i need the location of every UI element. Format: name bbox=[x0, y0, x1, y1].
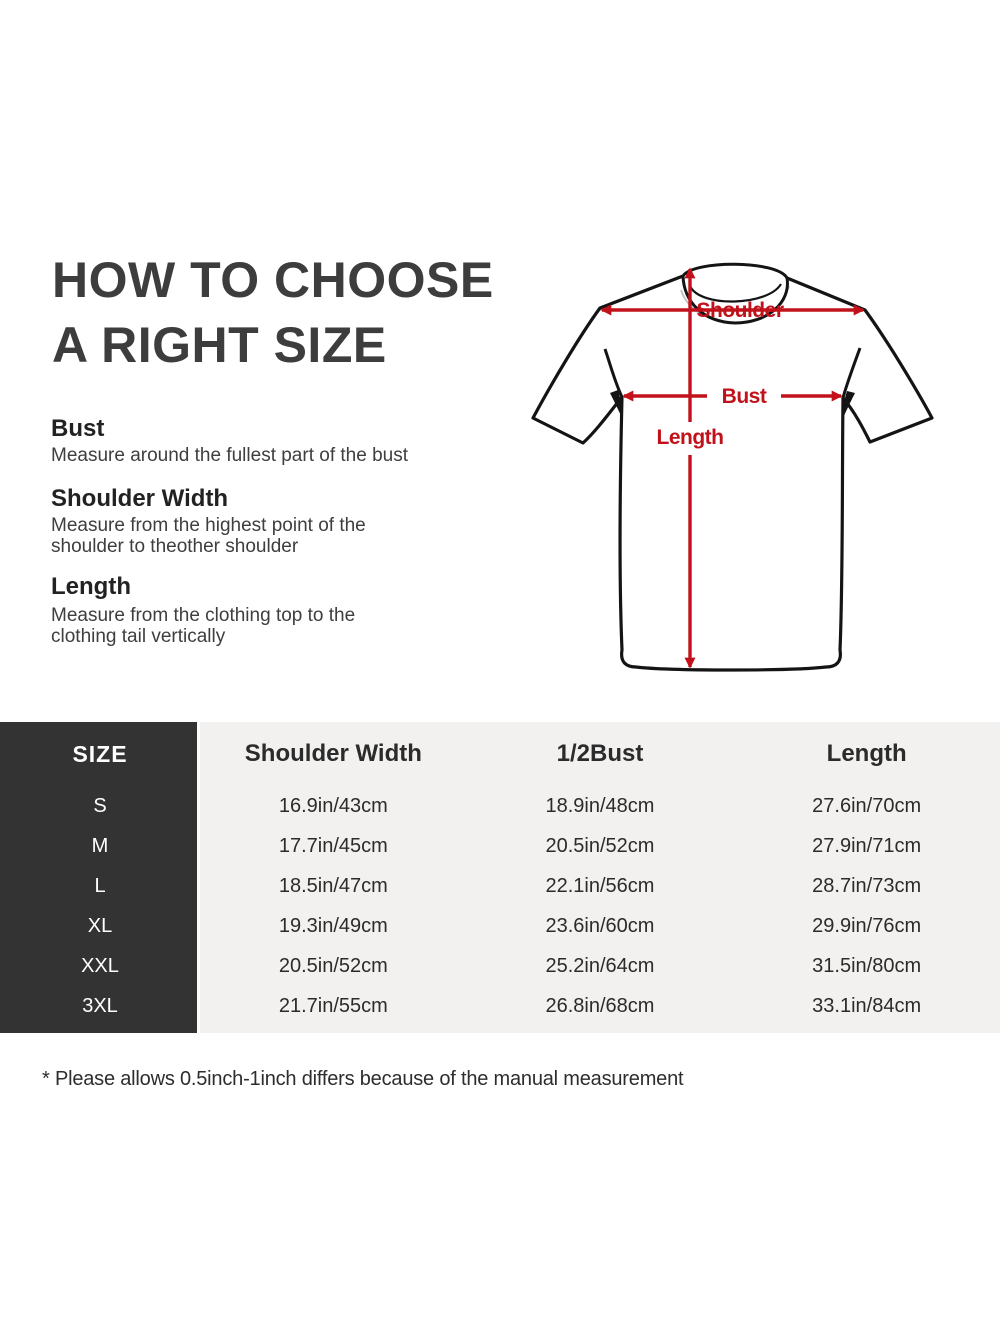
cell-length: 27.6in/70cm bbox=[812, 794, 922, 817]
row-size-label: XL bbox=[87, 914, 113, 937]
tshirt-outline bbox=[533, 276, 932, 670]
cell-half-bust: 20.5in/52cm bbox=[545, 834, 655, 857]
cell-length: 33.1in/84cm bbox=[812, 994, 922, 1017]
cell-half-bust: 22.1in/56cm bbox=[545, 874, 655, 897]
page-title-line1: HOW TO CHOOSE bbox=[52, 252, 494, 308]
header-half-bust: 1/2Bust bbox=[556, 740, 644, 767]
cell-shoulder-width: 18.5in/47cm bbox=[278, 874, 388, 897]
section-body-length-line2: clothing tail vertically bbox=[51, 626, 226, 647]
cell-shoulder-width: 17.7in/45cm bbox=[278, 834, 388, 857]
row-size-label: XXL bbox=[81, 954, 119, 977]
length-arrow-label: Length bbox=[656, 426, 724, 449]
cell-length: 29.9in/76cm bbox=[812, 914, 922, 937]
section-body-shoulder-width-line2: shoulder to theother shoulder bbox=[51, 536, 299, 557]
page-title bbox=[52, 248, 494, 378]
section-heading-shoulder-width: Shoulder Width bbox=[51, 485, 229, 512]
cell-half-bust: 25.2in/64cm bbox=[545, 954, 655, 977]
cell-shoulder-width: 21.7in/55cm bbox=[278, 994, 388, 1017]
bust-arrow-label: Bust bbox=[721, 385, 767, 408]
section-body-bust-line1: Measure around the fullest part of the bust bbox=[51, 445, 408, 466]
section-body-shoulder-width bbox=[51, 515, 366, 557]
section-heading-bust: Bust bbox=[51, 415, 105, 442]
section-body-length bbox=[51, 605, 355, 647]
section-heading-length: Length bbox=[51, 573, 131, 600]
section-body-shoulder-width-line1: Measure from the highest point of the bbox=[51, 515, 366, 536]
page-title-line2: A RIGHT SIZE bbox=[52, 317, 387, 373]
header-shoulder-width: Shoulder Width bbox=[244, 740, 422, 767]
cell-length: 31.5in/80cm bbox=[812, 954, 922, 977]
header-length: Length bbox=[826, 740, 907, 767]
cell-half-bust: 18.9in/48cm bbox=[545, 794, 655, 817]
header-size: SIZE bbox=[72, 740, 128, 767]
section-body-bust bbox=[51, 445, 408, 466]
cell-shoulder-width: 16.9in/43cm bbox=[278, 794, 388, 817]
measurement-disclaimer: * Please allows 0.5inch-1inch differs because of the manual measurement bbox=[42, 1068, 684, 1090]
cell-shoulder-width: 19.3in/49cm bbox=[278, 914, 388, 937]
row-size-label: M bbox=[91, 834, 109, 857]
row-size-label: S bbox=[93, 794, 107, 817]
shoulder-arrow-label: Shoulder bbox=[696, 299, 784, 322]
tshirt-measurement-diagram bbox=[500, 250, 960, 690]
row-size-label: L bbox=[94, 874, 106, 897]
cell-shoulder-width: 20.5in/52cm bbox=[278, 954, 388, 977]
size-table-grid bbox=[0, 722, 1000, 1026]
cell-half-bust: 26.8in/68cm bbox=[545, 994, 655, 1017]
cell-length: 28.7in/73cm bbox=[812, 874, 922, 897]
size-table bbox=[0, 722, 1000, 1033]
cell-length: 27.9in/71cm bbox=[812, 834, 922, 857]
section-body-length-line1: Measure from the clothing top to the bbox=[51, 605, 356, 626]
cell-half-bust: 23.6in/60cm bbox=[545, 914, 655, 937]
row-size-label: 3XL bbox=[82, 994, 118, 1017]
